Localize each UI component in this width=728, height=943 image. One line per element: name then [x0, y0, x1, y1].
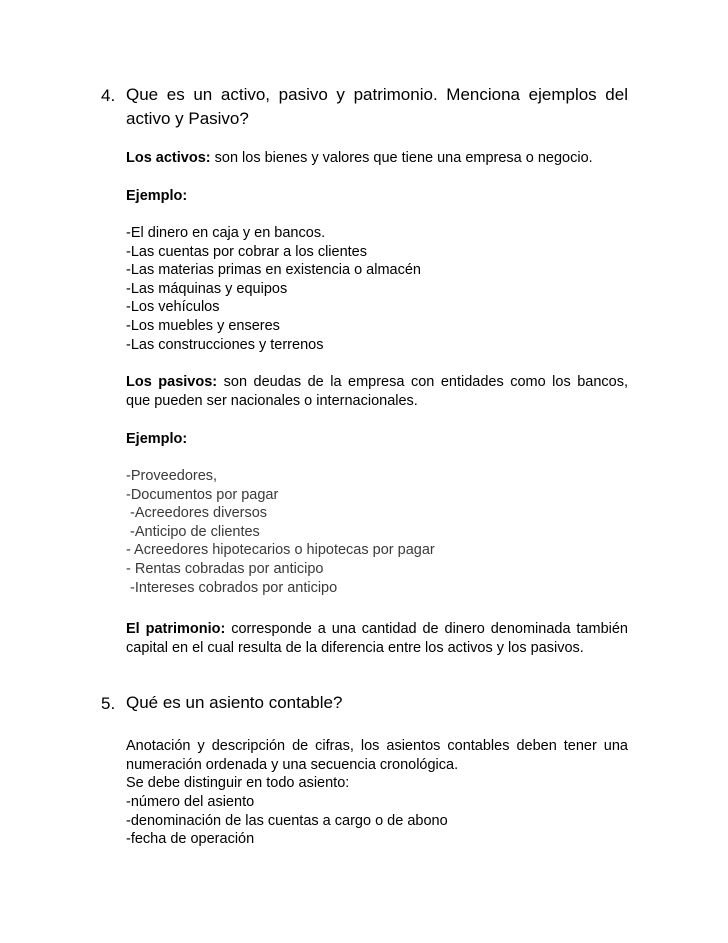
list-item: -Los vehículos [126, 299, 220, 316]
patrimonio-definition [126, 620, 628, 657]
list-item: -Intereses cobrados por anticipo [126, 579, 338, 596]
list-item: -Las cuentas por cobrar a los clientes [126, 243, 367, 260]
list-item: -Los muebles y enseres [126, 317, 280, 334]
list-item: -Proveedores, [126, 468, 218, 484]
list-item: -El dinero en caja y en bancos. [126, 225, 326, 241]
asiento-distinguish-line: Se debe distinguir en todo asiento: [126, 775, 350, 791]
asiento-definition: Anotación y descripción de cifras, los asientos contables deben tener una numeración ordenada y una secuencia cronológica. [126, 738, 628, 773]
patrimonio-label: El patrimonio: [126, 621, 226, 637]
list-item: -Anticipo de clientes [126, 523, 260, 540]
question-5-text: Qué es un asiento contable? [126, 693, 343, 712]
list-item: - Acreedores hipotecarios o hipotecas por pagar [126, 542, 435, 559]
list-item: - Rentas cobradas por anticipo [126, 560, 324, 577]
patrimonio-text: corresponde a una cantidad de dinero denominada también capital en el cual resulta de la diferencia entre los activos y los pasivos. [126, 621, 628, 656]
activos-text: son los bienes y valores que tiene una empresa o negocio. [210, 150, 593, 166]
list-item: -número del asiento [126, 794, 255, 810]
question-5-number: 5. [101, 694, 116, 713]
asiento-items-list [126, 793, 628, 849]
ejemplo-label-2: Ejemplo: [126, 431, 188, 447]
pasivos-examples-list [126, 467, 628, 597]
question-4-text: Que es un activo, pasivo y patrimonio. Menciona ejemplos del activo y Pasivo? [126, 85, 628, 128]
pasivos-text: son deudas de la empresa con entidades como los bancos, que pueden ser nacionales o internacionales. [126, 374, 629, 409]
list-item: -fecha de operación [126, 831, 255, 848]
activos-examples-list [126, 224, 628, 354]
list-item: -Las máquinas y equipos [126, 280, 288, 297]
list-item: -Acreedores diversos [126, 505, 268, 522]
pasivos-label: Los pasivos: [126, 374, 218, 390]
list-item: -Documentos por pagar [126, 486, 279, 503]
activos-label: Los activos: [126, 150, 211, 166]
list-item: -denominación de las cuentas a cargo o de abono [126, 812, 448, 829]
list-item: -Las materias primas en existencia o almacén [126, 262, 421, 279]
question-4-number: 4. [101, 86, 116, 105]
list-item: -Las construcciones y terrenos [126, 336, 324, 353]
ejemplo-label-1: Ejemplo: [126, 188, 188, 204]
activos-definition [126, 149, 628, 168]
pasivos-definition [126, 373, 628, 410]
